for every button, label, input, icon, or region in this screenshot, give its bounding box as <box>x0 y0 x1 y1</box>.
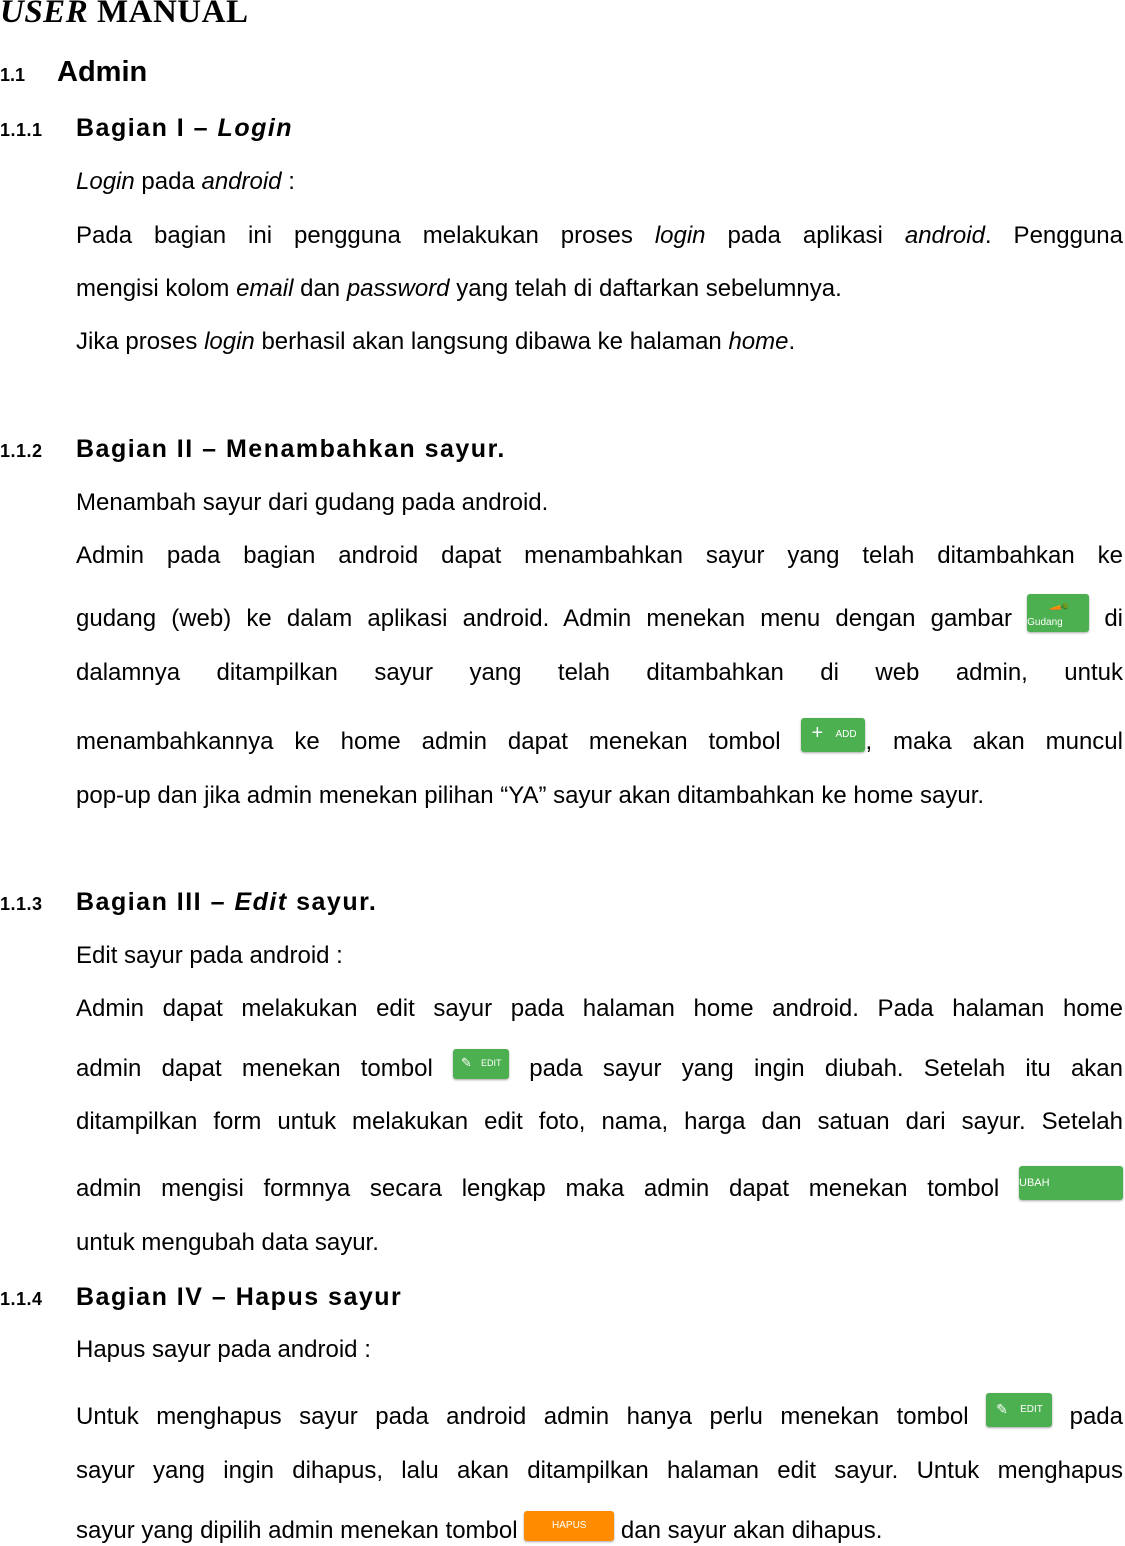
text: Jika proses <box>76 328 205 355</box>
pencil-icon: ✎ <box>461 1054 472 1070</box>
text: Pada bagian ini pengguna melakukan proses <box>76 222 655 249</box>
edit-label: EDIT <box>1020 1403 1043 1415</box>
pencil-icon: ✎ <box>996 1400 1008 1417</box>
text: pada <box>1069 1403 1123 1430</box>
text: pada aplikasi <box>705 222 905 249</box>
paragraph-line <box>76 275 1123 303</box>
hapus-button[interactable] <box>524 1511 614 1541</box>
gudang-label: Gudang <box>1027 616 1063 628</box>
ubah-label: UBAH <box>1019 1176 1050 1189</box>
paragraph-line <box>76 1400 1123 1431</box>
heading-italic: Edit <box>234 888 288 916</box>
paragraph-line: dalamnya ditampilkan sayur yang telah ditambahkan di web admin, untuk <box>76 659 1123 686</box>
heading-text: Bagian IV – Hapus sayur <box>76 1283 403 1311</box>
sub-colon: : <box>281 168 295 195</box>
title-rest: MANUAL <box>96 0 249 30</box>
plus-icon: + <box>811 721 824 744</box>
paragraph-line: untuk mengubah data sayur. <box>76 1229 379 1256</box>
edit-button[interactable] <box>986 1393 1052 1427</box>
text-italic: home <box>728 328 789 355</box>
paragraph-line <box>76 328 1123 356</box>
text: mengisi kolom <box>76 275 237 302</box>
text: . Pengguna <box>984 222 1123 249</box>
text: sayur yang dipilih admin menekan tombol <box>76 1517 518 1544</box>
paragraph-line: pop-up dan jika admin menekan pilihan “YA” sayur akan ditambahkan ke home sayur. <box>76 782 985 809</box>
subheading: Menambah sayur dari gudang pada android. <box>76 489 549 516</box>
heading-bagian-1 <box>0 114 293 143</box>
text: Untuk menghapus sayur pada android admin hanya perlu menekan tombol <box>76 1403 969 1430</box>
text-italic: email <box>236 275 294 302</box>
ubah-button[interactable] <box>1019 1166 1123 1200</box>
heading-number: 1.1.4 <box>0 1289 43 1309</box>
text: berhasil akan langsung dibawa ke halaman <box>254 328 729 355</box>
heading-text: Bagian I – <box>76 114 218 142</box>
paragraph-line <box>76 222 1123 250</box>
text: dan sayur akan dihapus. <box>620 1517 883 1544</box>
paragraph-line <box>76 1175 1123 1203</box>
sub-login: Login <box>76 168 135 195</box>
edit-button[interactable] <box>453 1049 509 1079</box>
text: dan <box>293 275 347 302</box>
add-label: ADD <box>835 728 857 740</box>
sub-pada: pada <box>134 168 202 195</box>
title-italic: USER <box>0 0 89 30</box>
heading-bagian-4 <box>0 1283 402 1312</box>
gudang-menu-button[interactable] <box>1027 594 1089 632</box>
section-title: Admin <box>57 56 148 88</box>
heading-number: 1.1.3 <box>0 894 43 914</box>
text: admin dapat menekan tombol <box>76 1055 433 1082</box>
paragraph-line: sayur yang ingin dihapus, lalu akan ditampilkan halaman edit sayur. Untuk menghapus <box>76 1457 1123 1484</box>
text: menambahkannya ke home admin dapat menekan tombol <box>76 728 781 755</box>
hapus-label: HAPUS <box>552 1519 587 1531</box>
paragraph-line: Admin pada bagian android dapat menambahkan sayur yang telah ditambahkan ke <box>76 542 1123 569</box>
text: di <box>1104 605 1123 632</box>
heading-number: 1.1.1 <box>0 120 43 140</box>
subheading: Edit sayur pada android : <box>76 942 343 969</box>
section-heading-admin <box>0 56 147 89</box>
heading-text: sayur. <box>287 888 378 916</box>
text: admin mengisi formnya secara lengkap maka admin dapat menekan tombol <box>76 1175 1000 1202</box>
paragraph-line <box>76 1517 1123 1545</box>
heading-text: Bagian II – Menambahkan sayur. <box>76 435 506 463</box>
section-number: 1.1 <box>0 65 26 85</box>
text-italic: login <box>654 222 706 249</box>
text: . <box>788 328 796 355</box>
text: yang telah di daftarkan sebelumnya. <box>449 275 842 302</box>
carrot-icon: 🥕 <box>1048 595 1072 619</box>
text: pada sayur yang ingin diubah. Setelah itu akan <box>529 1055 1123 1082</box>
text: , maka akan muncul <box>865 728 1123 755</box>
text-italic: android <box>904 222 985 249</box>
paragraph-line: ditampilkan form untuk melakukan edit foto, nama, harga dan satuan dari sayur. Setelah <box>76 1108 1123 1135</box>
subheading-login <box>76 168 295 196</box>
paragraph-line <box>76 1055 1123 1083</box>
heading-bagian-2 <box>0 435 506 464</box>
heading-bagian-3 <box>0 888 377 917</box>
paragraph-line: Admin dapat melakukan edit sayur pada halaman home android. Pada halaman home <box>76 995 1123 1022</box>
add-button[interactable] <box>801 718 865 752</box>
text-italic: password <box>346 275 450 302</box>
paragraph-line <box>76 721 1123 756</box>
heading-text: Bagian III – <box>76 888 235 916</box>
subheading: Hapus sayur pada android : <box>76 1336 371 1363</box>
paragraph-line <box>76 595 1123 633</box>
heading-number: 1.1.2 <box>0 441 43 461</box>
text-italic: login <box>204 328 255 355</box>
document-title <box>0 0 248 31</box>
sub-android: android <box>201 168 282 195</box>
text: gudang (web) ke dalam aplikasi android. Admin menekan menu dengan gambar <box>76 605 1012 632</box>
heading-italic: Login <box>217 114 294 142</box>
edit-label: EDIT <box>481 1057 502 1068</box>
